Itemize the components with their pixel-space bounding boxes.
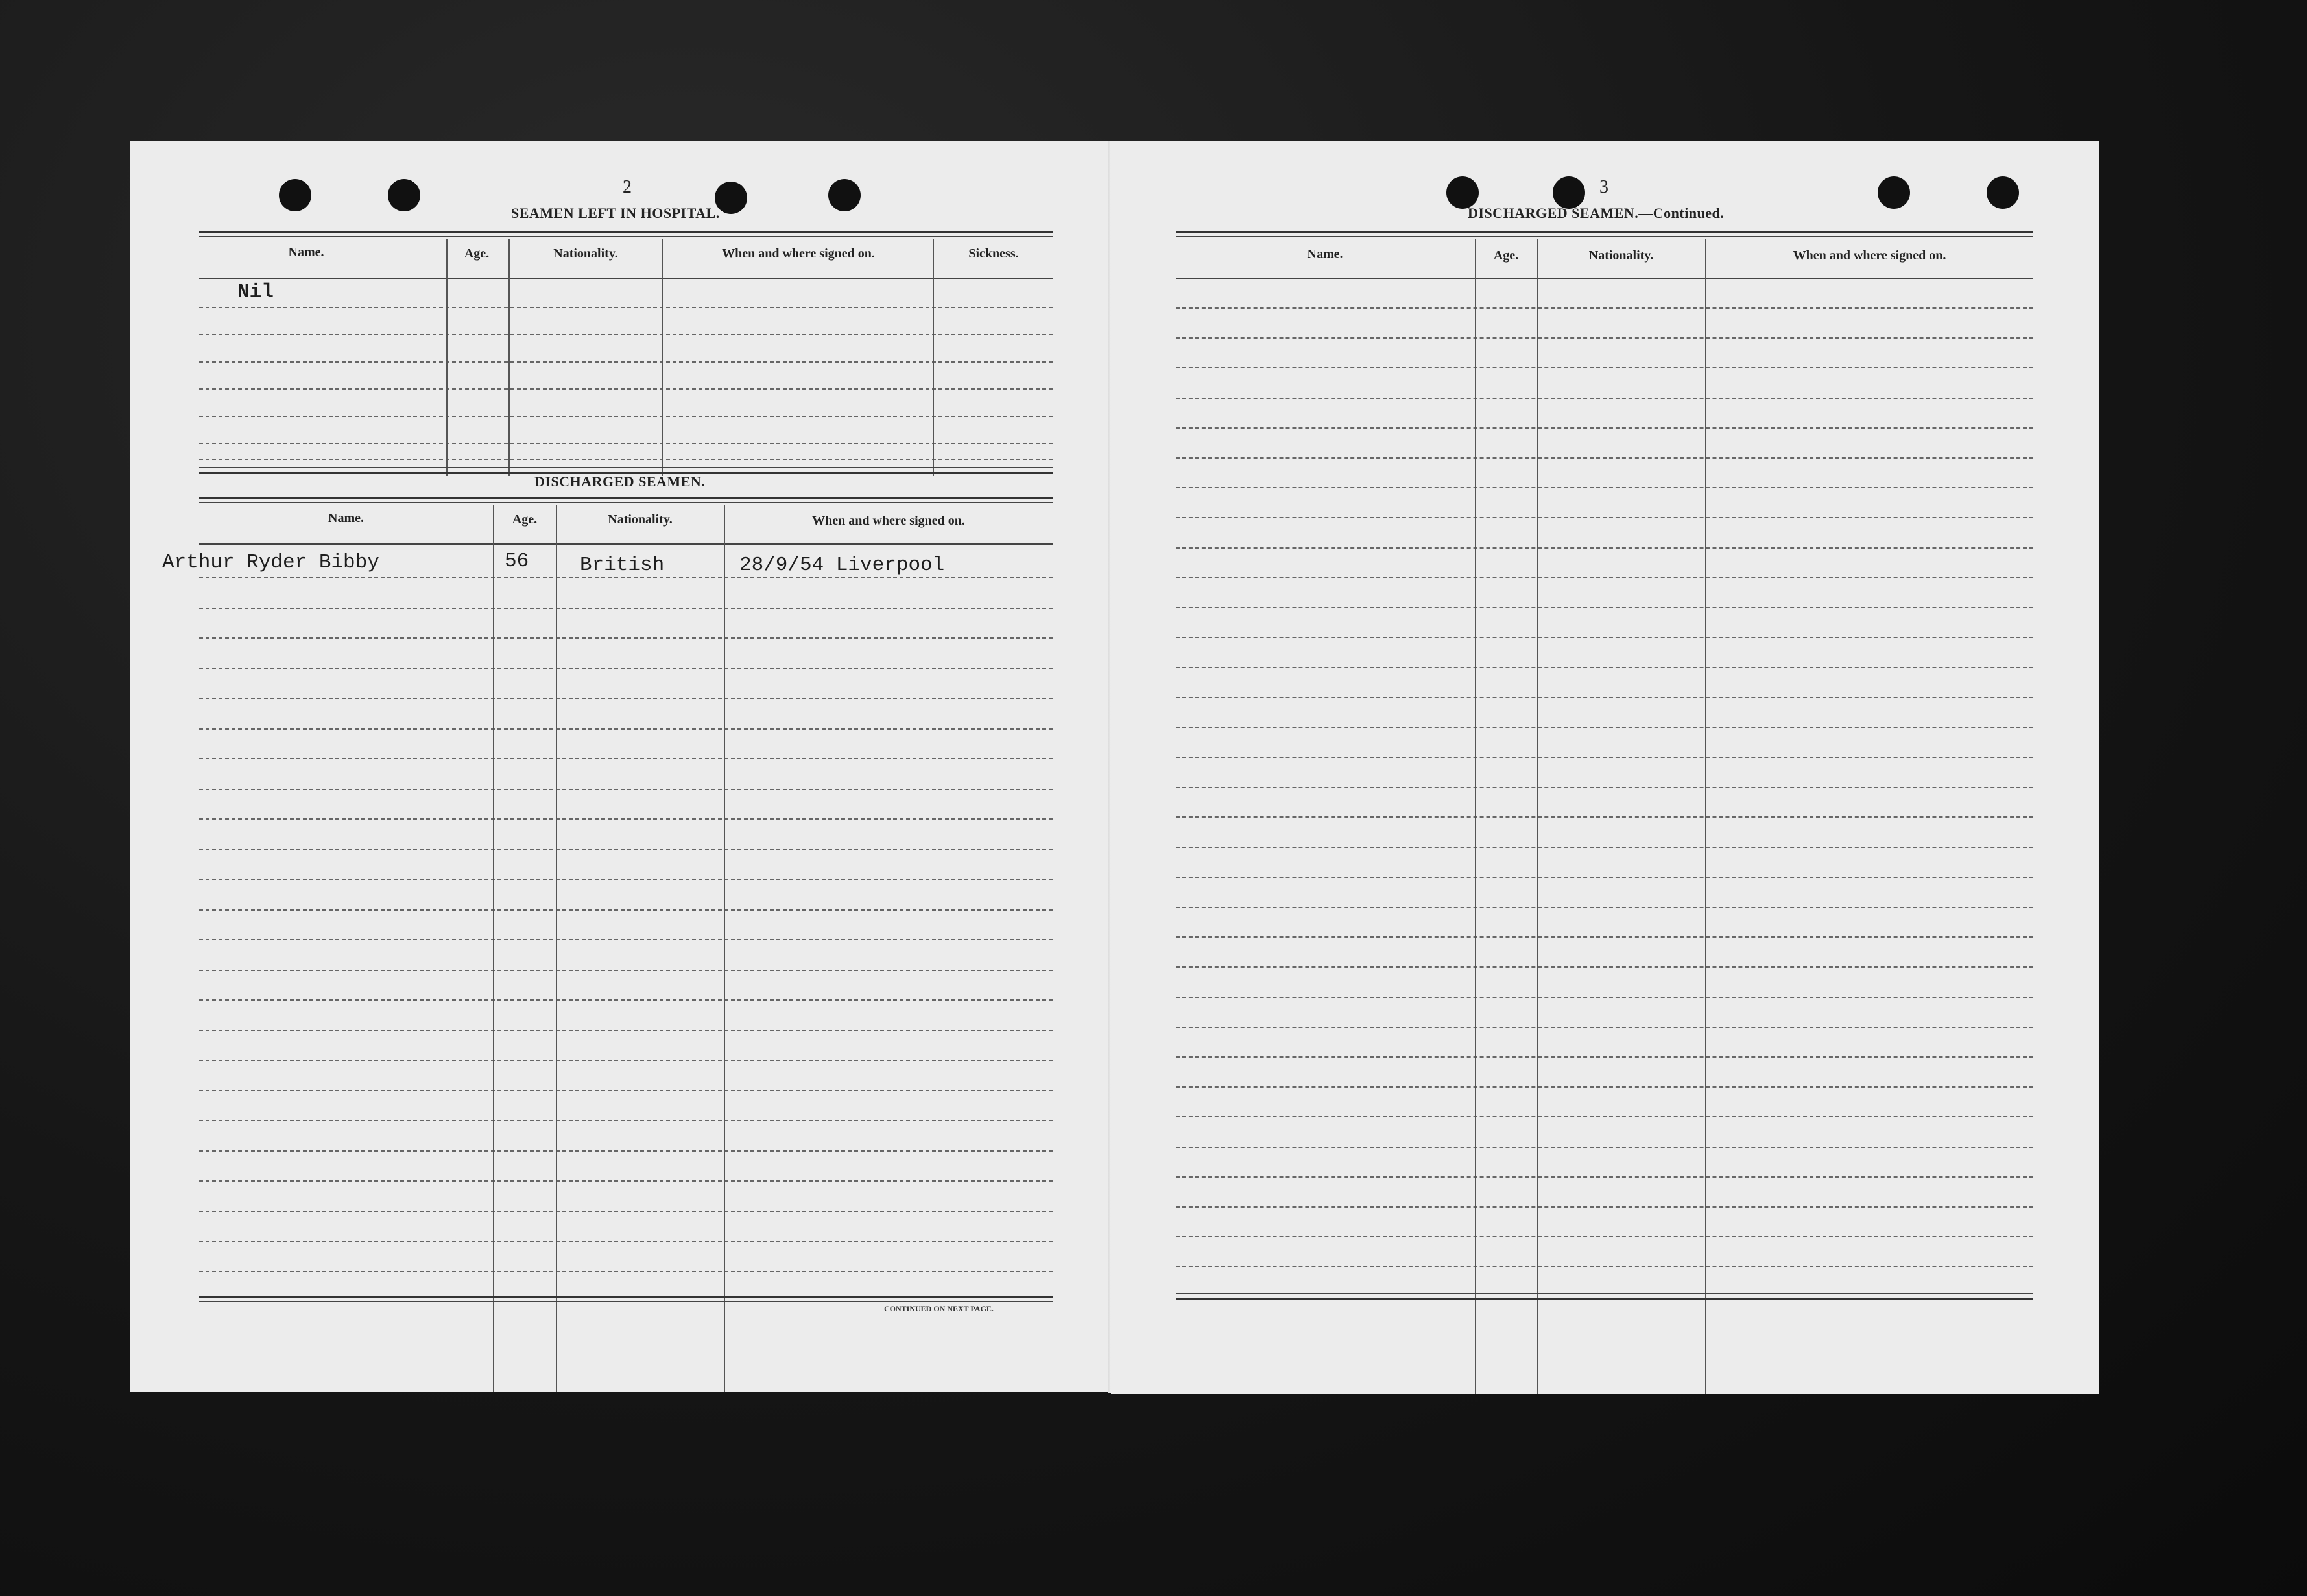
ruled-line: [1176, 547, 2033, 549]
ruled-line: [1176, 877, 2033, 878]
ruled-line: [1176, 517, 2033, 518]
ruled-line: [199, 637, 1053, 639]
left-page: [130, 141, 1112, 1392]
ruled-line: [199, 728, 1053, 730]
ruled-line: [1176, 577, 2033, 578]
discharged-section-title: DISCHARGED SEAMEN.: [534, 473, 706, 490]
table-top-rule: [1176, 231, 2033, 233]
continued-note: CONTINUED ON NEXT PAGE.: [884, 1304, 994, 1313]
header-divider: [199, 543, 1053, 545]
header-age: Age.: [464, 246, 490, 261]
ruled-line: [199, 1120, 1053, 1121]
column-divider: [446, 239, 448, 476]
ruled-line: [199, 879, 1053, 880]
ruled-line: [199, 668, 1053, 669]
ruled-line: [1176, 1116, 2033, 1117]
header-divider: [199, 278, 1053, 279]
ruled-line: [199, 1241, 1053, 1242]
ruled-line: [1176, 398, 2033, 399]
ruled-line: [1176, 1086, 2033, 1088]
ruled-line: [1176, 607, 2033, 608]
column-divider: [1475, 239, 1476, 1394]
punch-hole: [1987, 176, 2019, 209]
ruled-line: [1176, 907, 2033, 908]
discharged-continued-title: DISCHARGED SEAMEN.—Continued.: [1468, 205, 1725, 221]
table-top-rule: [199, 502, 1053, 503]
header-age: Age.: [1493, 248, 1519, 263]
ruled-line: [1176, 1266, 2033, 1267]
header-name: Name.: [328, 511, 364, 525]
header-divider: [1176, 278, 2033, 279]
table-bottom-rule: [199, 1301, 1053, 1302]
ruled-line: [1176, 1176, 2033, 1178]
ruled-line: [1176, 667, 2033, 668]
table-bottom-rule: [1176, 1293, 2033, 1294]
column-divider: [493, 505, 494, 1392]
ruled-line: [199, 608, 1053, 609]
ruled-line: [199, 999, 1053, 1001]
ruled-line: [1176, 307, 2033, 309]
ruled-line: [1176, 1056, 2033, 1058]
punch-hole: [1553, 176, 1585, 209]
ruled-line: [1176, 966, 2033, 968]
ruled-line: [1176, 936, 2033, 938]
ruled-line: [199, 789, 1053, 790]
header-signed-on: When and where signed on.: [722, 246, 875, 261]
column-divider: [933, 239, 934, 476]
ruled-line: [1176, 787, 2033, 788]
table-bottom-rule: [1176, 1298, 2033, 1300]
header-signed-on: When and where signed on.: [1793, 248, 1946, 263]
hospital-name-cell: Nil: [237, 281, 274, 304]
punch-hole: [1878, 176, 1910, 209]
column-divider: [724, 505, 725, 1392]
ruled-line: [199, 698, 1053, 699]
ruled-line: [199, 334, 1053, 335]
ruled-line: [199, 909, 1053, 911]
ruled-line: [199, 1271, 1053, 1272]
table-top-rule: [199, 497, 1053, 499]
table-top-rule: [1176, 236, 2033, 237]
column-divider: [1537, 239, 1538, 1394]
column-divider: [508, 239, 510, 476]
ruled-line: [199, 307, 1053, 308]
punch-hole: [1446, 176, 1479, 209]
ruled-line: [199, 1030, 1053, 1031]
ruled-line: [1176, 997, 2033, 998]
page-number: 2: [623, 177, 632, 197]
punch-hole: [279, 179, 311, 211]
table-bottom-rule: [199, 1296, 1053, 1298]
punch-hole: [828, 179, 861, 211]
header-name: Name.: [288, 245, 324, 259]
ruled-line: [1176, 367, 2033, 368]
punch-hole: [388, 179, 420, 211]
hospital-section-title: SEAMEN LEFT IN HOSPITAL.: [511, 205, 720, 221]
header-nationality: Nationality.: [608, 512, 673, 527]
ruled-line: [199, 818, 1053, 820]
ruled-line: [1176, 757, 2033, 758]
ruled-line: [199, 577, 1053, 578]
ruled-line: [1176, 697, 2033, 698]
ruled-line: [199, 443, 1053, 444]
ruled-line: [199, 1090, 1053, 1091]
right-page: [1111, 141, 2099, 1394]
header-signed-on: When and where signed on.: [812, 514, 965, 528]
ruled-line: [199, 939, 1053, 940]
ruled-line: [1176, 1206, 2033, 1208]
ruled-line: [199, 388, 1053, 390]
ruled-line: [199, 849, 1053, 850]
header-nationality: Nationality.: [1588, 248, 1654, 263]
column-divider: [556, 505, 557, 1392]
discharged-nationality-cell: British: [580, 554, 665, 577]
column-divider: [662, 239, 663, 476]
ruled-line: [199, 758, 1053, 759]
ruled-line: [199, 416, 1053, 417]
ruled-line: [199, 361, 1053, 363]
page-number: 3: [1599, 177, 1608, 197]
discharged-name-cell: Arthur Ryder Bibby: [162, 551, 379, 574]
ruled-line: [199, 1150, 1053, 1152]
ruled-line: [1176, 487, 2033, 488]
ruled-line: [1176, 1236, 2033, 1237]
ruled-line: [1176, 1027, 2033, 1028]
ruled-line: [199, 970, 1053, 971]
discharged-age-cell: 56: [505, 550, 529, 573]
ruled-line: [1176, 427, 2033, 429]
table-top-rule: [199, 231, 1053, 233]
table-top-rule: [199, 236, 1053, 237]
ruled-line: [199, 459, 1053, 460]
ruled-line: [1176, 727, 2033, 728]
ruled-line: [199, 1180, 1053, 1182]
header-name: Name.: [1307, 247, 1343, 261]
ruled-line: [1176, 337, 2033, 339]
ruled-line: [199, 1211, 1053, 1212]
header-age: Age.: [512, 512, 538, 527]
ruled-line: [199, 1060, 1053, 1061]
ruled-line: [1176, 847, 2033, 848]
ruled-line: [1176, 457, 2033, 459]
discharged-signed-on-cell: 28/9/54 Liverpool: [739, 554, 945, 577]
header-nationality: Nationality.: [553, 246, 618, 261]
ruled-line: [1176, 1147, 2033, 1148]
header-sickness: Sickness.: [968, 246, 1019, 261]
ruled-line: [1176, 637, 2033, 638]
ruled-line: [1176, 816, 2033, 818]
table-bottom-rule: [199, 467, 1053, 468]
column-divider: [1705, 239, 1706, 1394]
